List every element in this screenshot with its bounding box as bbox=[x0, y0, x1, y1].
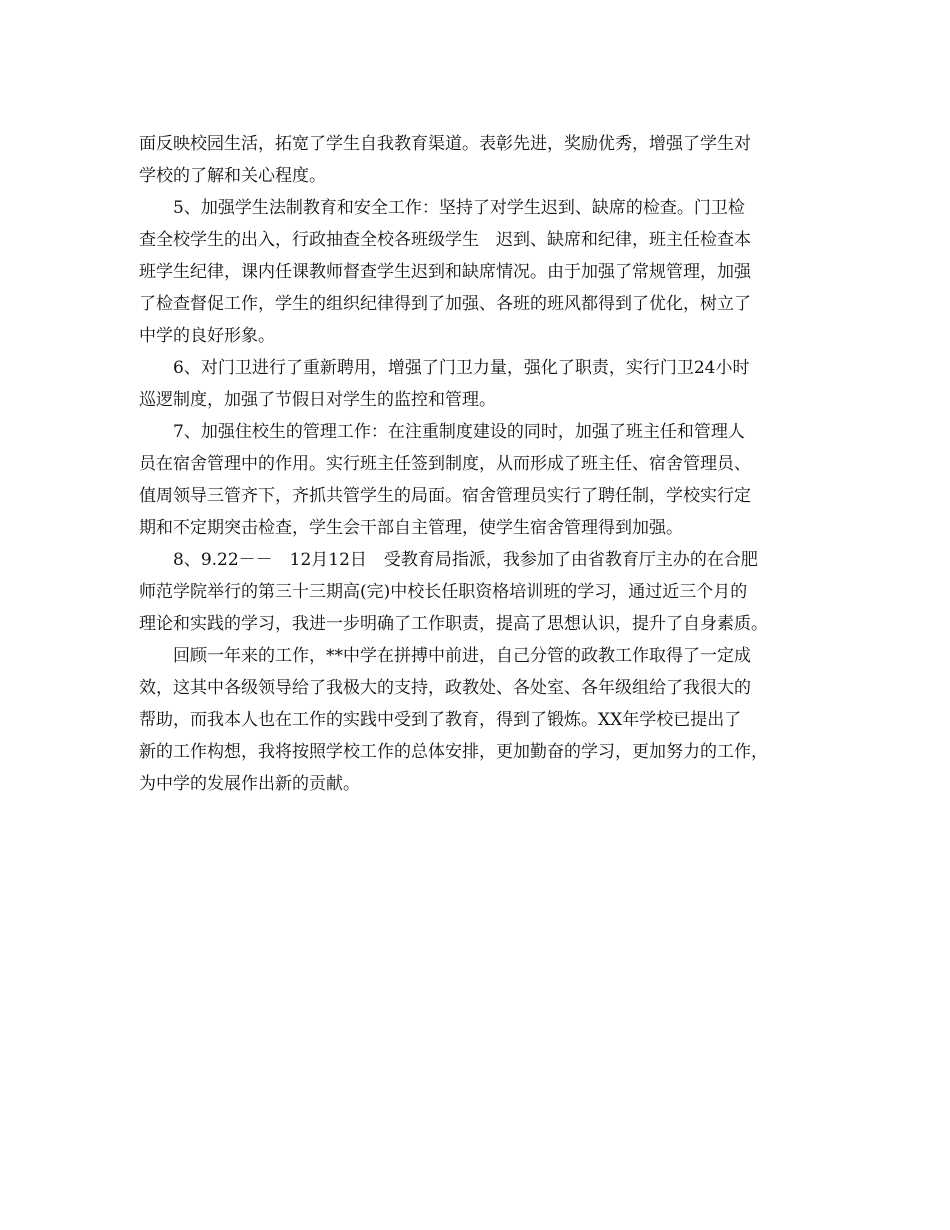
text-line: 面反映校园生活，拓宽了学生自我教育渠道。表彰先进，奖励优秀，增强了学生对 bbox=[139, 134, 751, 154]
text-line: 新的工作构想，我将按照学校工作的总体安排，更加勤奋的学习，更加努力的工作， bbox=[139, 742, 768, 762]
paragraph-continued bbox=[139, 128, 829, 192]
text-line: 师范学院举行的第三十三期高(完)中校长任职资格培训班的学习，通过近三个月的 bbox=[139, 582, 748, 602]
text-line: 值周领导三管齐下，齐抓共管学生的局面。宿舍管理员实行了聘任制，学校实行定 bbox=[139, 486, 751, 506]
text-line: 班学生纪律，课内任课教师督查学生迟到和缺席情况。由于加强了常规管理，加强 bbox=[139, 262, 751, 282]
text-line: 了检查督促工作，学生的组织纪律得到了加强、各班的班风都得到了优化，树立了 bbox=[139, 294, 751, 314]
text-line: 5、加强学生法制教育和安全工作：坚持了对学生迟到、缺席的检查。门卫检 bbox=[173, 198, 745, 218]
text-line: 巡逻制度，加强了节假日对学生的监控和管理。 bbox=[139, 390, 496, 410]
text-line: 回顾一年来的工作，**中学在拼搏中前进，自己分管的政教工作取得了一定成 bbox=[173, 646, 751, 666]
paragraph-review bbox=[139, 640, 829, 800]
text-line: 学校的了解和关心程度。 bbox=[139, 166, 326, 186]
paragraph-item-5 bbox=[139, 192, 829, 352]
text-line: 中学的良好形象。 bbox=[139, 326, 275, 346]
text-line: 查全校学生的出入，行政抽查全校各班级学生 迟到、缺席和纪律，班主任检查本 bbox=[139, 230, 751, 250]
text-line: 7、加强住校生的管理工作：在注重制度建设的同时，加强了班主任和管理人 bbox=[173, 422, 745, 442]
text-line: 员在宿舍管理中的作用。实行班主任签到制度，从而形成了班主任、宿舍管理员、 bbox=[139, 454, 751, 474]
text-line: 效，这其中各级领导给了我极大的支持，政教处、各处室、各年级组给了我很大的 bbox=[139, 678, 751, 698]
text-line: 理论和实践的学习，我进一步明确了工作职责，提高了思想认识，提升了自身素质。 bbox=[139, 614, 768, 634]
text-line: 为中学的发展作出新的贡献。 bbox=[139, 774, 360, 794]
text-line: 6、对门卫进行了重新聘用，增强了门卫力量，强化了职责，实行门卫24小时 bbox=[173, 358, 750, 378]
paragraph-item-6 bbox=[139, 352, 829, 416]
text-line: 8、9.22－－ 12月12日 受教育局指派，我参加了由省教育厅主办的在合肥 bbox=[173, 550, 758, 570]
document-body bbox=[139, 128, 829, 800]
paragraph-item-7 bbox=[139, 416, 829, 544]
text-line: 期和不定期突击检查，学生会干部自主管理，使学生宿舍管理得到加强。 bbox=[139, 518, 683, 538]
text-line: 帮助，而我本人也在工作的实践中受到了教育，得到了锻炼。XX年学校已提出了 bbox=[139, 710, 742, 730]
paragraph-item-8 bbox=[139, 544, 829, 640]
